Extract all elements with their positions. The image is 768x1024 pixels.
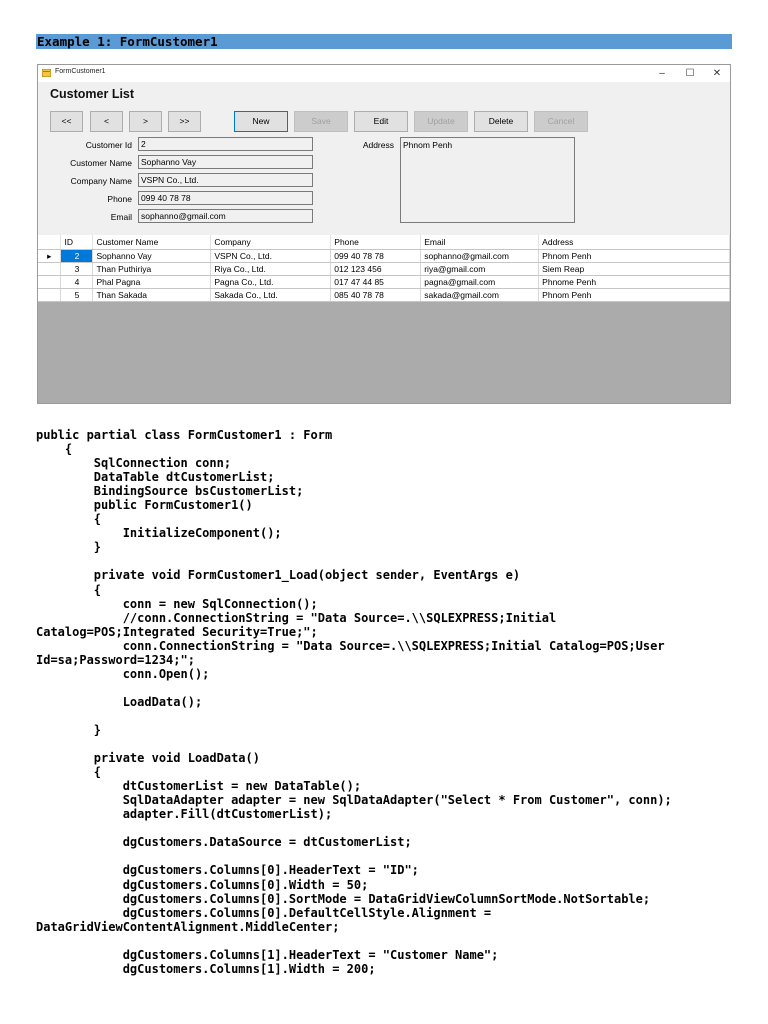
column-header-address[interactable]: Address bbox=[539, 235, 730, 250]
app-form-icon bbox=[42, 69, 51, 77]
column-header-id[interactable]: ID bbox=[61, 235, 93, 250]
table-row[interactable] bbox=[38, 276, 730, 289]
email-field[interactable]: sophanno@gmail.com bbox=[138, 209, 313, 223]
title-bar bbox=[38, 65, 730, 82]
row-header-corner bbox=[38, 235, 61, 250]
maximize-button[interactable]: ☐ bbox=[685, 68, 695, 79]
cell-customer-name[interactable]: Sophanno Vay bbox=[93, 250, 211, 263]
cell-phone[interactable]: 099 40 78 78 bbox=[331, 250, 421, 263]
edit-button[interactable]: Edit bbox=[354, 111, 408, 132]
customer-grid[interactable] bbox=[38, 235, 730, 403]
cell-customer-name[interactable]: Than Sakada bbox=[93, 289, 211, 302]
column-header-customer-name[interactable]: Customer Name bbox=[93, 235, 211, 250]
phone-label: Phone bbox=[107, 194, 132, 204]
address-label: Address bbox=[362, 140, 394, 150]
current-row-indicator-icon: ▸ bbox=[38, 250, 61, 263]
update-button[interactable]: Update bbox=[414, 111, 468, 132]
cell-company[interactable]: VSPN Co., Ltd. bbox=[211, 250, 331, 263]
code-line: InitializeComponent(); bbox=[36, 526, 282, 541]
save-button[interactable]: Save bbox=[294, 111, 348, 132]
code-line: dgCustomers.Columns[0].DefaultCellStyle.Alignment = bbox=[36, 905, 492, 920]
table-row[interactable] bbox=[38, 250, 730, 263]
cell-address[interactable]: Siem Reap bbox=[539, 263, 730, 276]
code-line: dtCustomerList = new DataTable(); bbox=[36, 779, 362, 794]
code-line: DataGridViewContentAlignment.MiddleCenter; bbox=[36, 919, 340, 934]
cell-company[interactable]: Sakada Co., Ltd. bbox=[211, 289, 331, 302]
code-line: dgCustomers.Columns[0].HeaderText = "ID"; bbox=[36, 863, 419, 878]
code-line: public partial class FormCustomer1 : Form bbox=[36, 428, 333, 442]
column-header-phone[interactable]: Phone bbox=[331, 235, 421, 250]
example-heading: Example 1: FormCustomer1 bbox=[36, 34, 732, 49]
code-line: dgCustomers.DataSource = dtCustomerList; bbox=[36, 835, 412, 850]
code-line: { bbox=[36, 512, 102, 527]
cell-email[interactable]: riya@gmail.com bbox=[421, 263, 539, 276]
code-line: public FormCustomer1() bbox=[36, 498, 253, 513]
code-line: dgCustomers.Columns[1].HeaderText = "Customer Name"; bbox=[36, 947, 499, 962]
code-line: } bbox=[36, 540, 102, 555]
row-header[interactable] bbox=[38, 263, 61, 276]
table-row[interactable] bbox=[38, 289, 730, 302]
column-header-email[interactable]: Email bbox=[421, 235, 539, 250]
cell-id[interactable]: 2 bbox=[61, 250, 93, 263]
code-line: BindingSource bsCustomerList; bbox=[36, 484, 304, 499]
company-name-field[interactable]: VSPN Co., Ltd. bbox=[138, 173, 313, 187]
minimize-button[interactable]: – bbox=[659, 68, 665, 79]
code-line: { bbox=[36, 582, 102, 597]
code-line: { bbox=[36, 765, 102, 780]
code-line: LoadData(); bbox=[36, 694, 203, 709]
cell-address[interactable]: Phnom Penh bbox=[539, 289, 730, 302]
customer-name-field[interactable]: Sophanno Vay bbox=[138, 155, 313, 169]
code-line: private void LoadData() bbox=[36, 751, 260, 766]
cell-company[interactable]: Pagna Co., Ltd. bbox=[211, 276, 331, 289]
customer-id-label: Customer Id bbox=[85, 140, 132, 150]
code-line: adapter.Fill(dtCustomerList); bbox=[36, 807, 333, 822]
first-record-button[interactable]: << bbox=[50, 111, 83, 132]
code-line: dgCustomers.Columns[1].Width = 200; bbox=[36, 961, 376, 976]
code-listing bbox=[36, 428, 672, 976]
cell-address[interactable]: Phnom Penh bbox=[539, 250, 730, 263]
code-line: SqlDataAdapter adapter = new SqlDataAdapter("Select * From Customer", conn); bbox=[36, 793, 672, 808]
delete-button[interactable]: Delete bbox=[474, 111, 528, 132]
code-line: } bbox=[36, 722, 102, 737]
form-window bbox=[37, 64, 731, 404]
cell-phone[interactable]: 085 40 78 78 bbox=[331, 289, 421, 302]
row-header[interactable] bbox=[38, 276, 61, 289]
row-header[interactable] bbox=[38, 289, 61, 302]
new-button[interactable]: New bbox=[234, 111, 288, 132]
close-button[interactable]: ✕ bbox=[712, 68, 722, 79]
cell-id[interactable]: 3 bbox=[61, 263, 93, 276]
next-record-button[interactable]: > bbox=[129, 111, 162, 132]
phone-field[interactable]: 099 40 78 78 bbox=[138, 191, 313, 205]
cell-address[interactable]: Phnome Penh bbox=[539, 276, 730, 289]
column-header-company[interactable]: Company bbox=[211, 235, 331, 250]
cell-customer-name[interactable]: Than Puthiriya bbox=[93, 263, 211, 276]
code-line: SqlConnection conn; bbox=[36, 456, 232, 471]
code-line: conn.ConnectionString = "Data Source=.\\SQLEXPRESS;Initial Catalog=POS;User bbox=[36, 638, 665, 653]
cell-email[interactable]: sakada@gmail.com bbox=[421, 289, 539, 302]
code-line: dgCustomers.Columns[0].Width = 50; bbox=[36, 877, 369, 892]
code-line: conn.Open(); bbox=[36, 666, 210, 681]
cell-id[interactable]: 4 bbox=[61, 276, 93, 289]
code-line: Catalog=POS;Integrated Security=True;"; bbox=[36, 624, 318, 639]
customer-name-label: Customer Name bbox=[70, 158, 132, 168]
previous-record-button[interactable]: < bbox=[90, 111, 123, 132]
code-line: private void FormCustomer1_Load(object sender, EventArgs e) bbox=[36, 568, 521, 583]
customer-id-field[interactable]: 2 bbox=[138, 137, 313, 151]
customer-table bbox=[38, 235, 730, 302]
cell-company[interactable]: Riya Co., Ltd. bbox=[211, 263, 331, 276]
cell-customer-name[interactable]: Phal Pagna bbox=[93, 276, 211, 289]
company-name-label: Company Name bbox=[70, 176, 132, 186]
code-line: //conn.ConnectionString = "Data Source=.\\SQLEXPRESS;Initial bbox=[36, 610, 557, 625]
email-label: Email bbox=[110, 212, 132, 222]
cancel-button[interactable]: Cancel bbox=[534, 111, 588, 132]
cell-email[interactable]: pagna@gmail.com bbox=[421, 276, 539, 289]
table-row[interactable] bbox=[38, 263, 730, 276]
code-line: conn = new SqlConnection(); bbox=[36, 596, 318, 611]
code-line: Id=sa;Password=1234;"; bbox=[36, 652, 195, 667]
form-title: Customer List bbox=[50, 87, 135, 101]
cell-phone[interactable]: 012 123 456 bbox=[331, 263, 421, 276]
last-record-button[interactable]: >> bbox=[168, 111, 201, 132]
window-title: FormCustomer1 bbox=[55, 68, 106, 75]
grid-header-row bbox=[38, 235, 730, 250]
cell-phone[interactable]: 017 47 44 85 bbox=[331, 276, 421, 289]
cell-email[interactable]: sophanno@gmail.com bbox=[421, 250, 539, 263]
code-line: { bbox=[36, 442, 73, 457]
cell-id[interactable]: 5 bbox=[61, 289, 93, 302]
code-line: DataTable dtCustomerList; bbox=[36, 470, 275, 485]
code-line: dgCustomers.Columns[0].SortMode = DataGridViewColumnSortMode.NotSortable; bbox=[36, 891, 651, 906]
address-field[interactable]: Phnom Penh bbox=[400, 137, 575, 223]
